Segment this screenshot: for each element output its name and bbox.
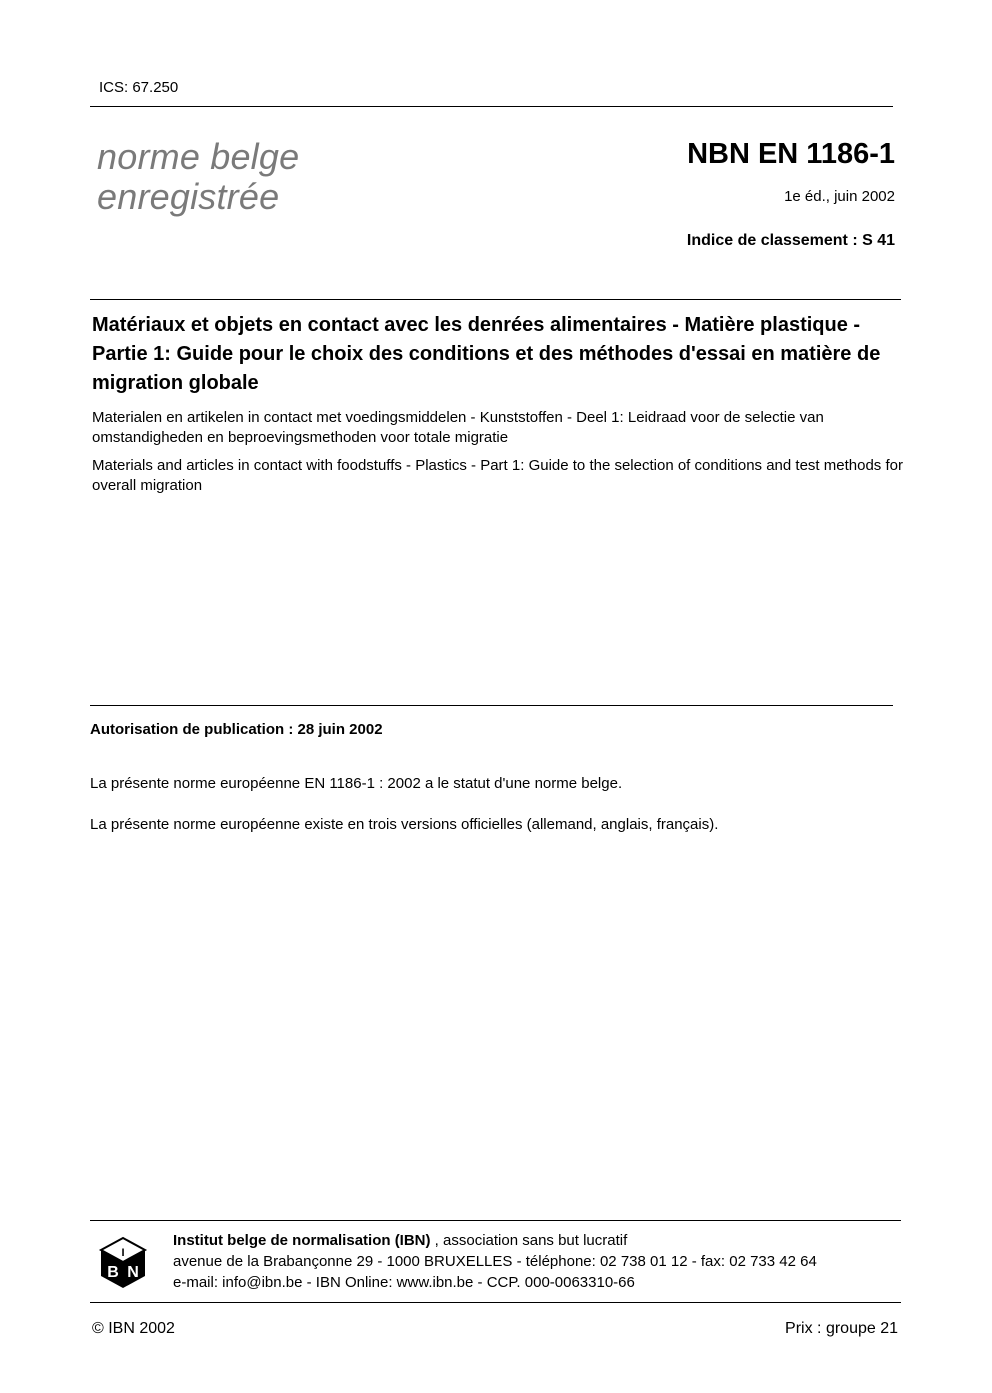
status-paragraph: La présente norme européenne EN 1186-1 : 2002 a le statut d'une norme belge. bbox=[90, 775, 623, 792]
institute-address: avenue de la Brabançonne 29 - 1000 BRUXELLES - téléphone: 02 738 01 12 - fax: 02 733 42 64 bbox=[173, 1253, 817, 1270]
body-divider bbox=[90, 705, 893, 706]
top-divider bbox=[90, 106, 893, 107]
title-french: Matériaux et objets en contact avec les denrées alimentaires - Matière plastique - Partie 1: Guide pour le choix des conditions et des méthodes d'essai en matière de migration globale bbox=[92, 314, 881, 394]
brand-line-2: enregistrée bbox=[97, 176, 280, 217]
svg-text:N: N bbox=[127, 1264, 139, 1281]
footer-divider-top bbox=[90, 1220, 901, 1221]
brand-title bbox=[97, 137, 299, 217]
edition-date: 1e éd., juin 2002 bbox=[784, 188, 895, 205]
ics-code: ICS: 67.250 bbox=[99, 79, 179, 96]
standard-number: NBN EN 1186-1 bbox=[687, 138, 895, 170]
institute-suffix: , association sans but lucratif bbox=[430, 1232, 628, 1249]
footer-divider-bottom bbox=[90, 1302, 901, 1303]
title-divider bbox=[90, 299, 901, 300]
institute-contact: e-mail: info@ibn.be - IBN Online: www.ibn.be - CCP. 000-0063310-66 bbox=[173, 1274, 635, 1291]
institute-name: Institut belge de normalisation (IBN) bbox=[173, 1232, 431, 1249]
brand-line-1: norme belge bbox=[97, 136, 300, 177]
versions-paragraph: La présente norme européenne existe en trois versions officielles (allemand, anglais, français). bbox=[90, 816, 719, 833]
institute-line bbox=[173, 1230, 817, 1251]
title-dutch: Materialen en artikelen in contact met voedingsmiddelen - Kunststoffen - Deel 1: Leidraad voor de selectie van omstandigheden en beproevingsmethoden voor totale migratie bbox=[92, 409, 824, 446]
price-group: Prix : groupe 21 bbox=[785, 1320, 898, 1337]
ibn-logo-icon bbox=[98, 1236, 148, 1290]
title-english: Materials and articles in contact with foodstuffs - Plastics - Part 1: Guide to the selection of conditions and test methods for overall migration bbox=[92, 457, 903, 494]
copyright: © IBN 2002 bbox=[92, 1320, 175, 1337]
classification-index: Indice de classement : S 41 bbox=[686, 232, 895, 249]
svg-text:B: B bbox=[107, 1264, 119, 1281]
publication-authorisation: Autorisation de publication : 28 juin 2002 bbox=[90, 721, 383, 738]
svg-text:I: I bbox=[121, 1247, 125, 1259]
institute-address-block bbox=[173, 1230, 817, 1293]
